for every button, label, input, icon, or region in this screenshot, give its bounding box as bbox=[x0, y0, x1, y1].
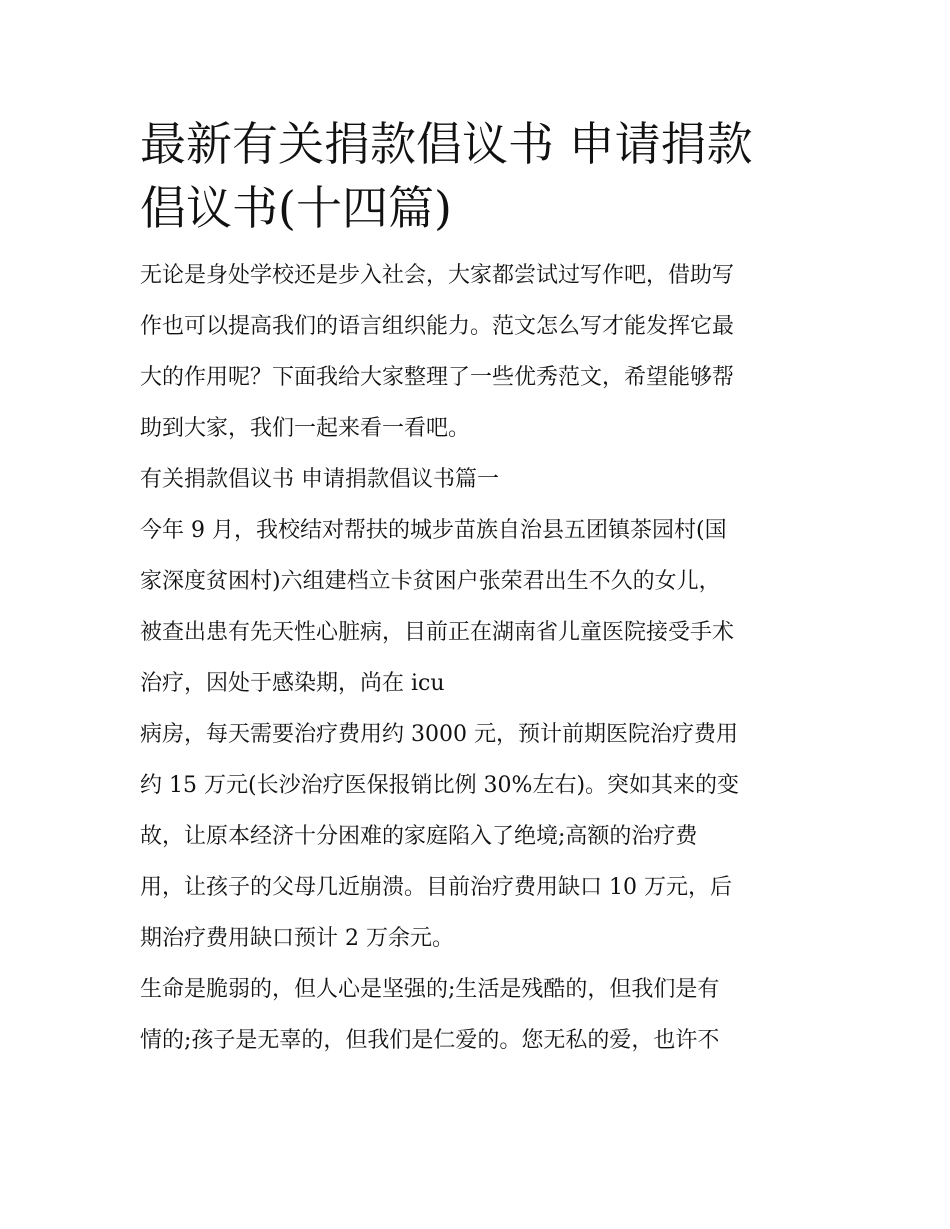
intro-paragraph bbox=[140, 250, 816, 454]
paragraph-2 bbox=[140, 709, 816, 964]
section-heading-text: 有关捐款倡议书 申请捐款倡议书篇一 bbox=[140, 467, 499, 492]
text-line: 病房，每天需要治疗费用约 3000 元，预计前期医院治疗费用 bbox=[140, 722, 738, 747]
text-line: 无论是身处学校还是步入社会，大家都尝试过写作吧，借助写 bbox=[140, 263, 735, 288]
text-line: 治疗，因处于感染期，尚在 icu bbox=[140, 671, 445, 696]
document-page bbox=[140, 112, 816, 1066]
text-line: 生命是脆弱的，但人心是坚强的;生活是残酷的，但我们是有 bbox=[140, 977, 720, 1002]
text-line: 用，让孩子的父母几近崩溃。目前治疗费用缺口 10 万元，后 bbox=[140, 875, 732, 900]
title-line: 最新有关捐款倡议书 申请捐款 bbox=[140, 117, 753, 171]
text-line: 家深度贫困村)六组建档立卡贫困户张荣君出生不久的女儿， bbox=[140, 569, 721, 594]
text-line: 约 15 万元(长沙治疗医保报销比例 30%左右)。突如其来的变 bbox=[140, 773, 740, 798]
paragraph-3 bbox=[140, 964, 816, 1066]
section-heading bbox=[140, 454, 816, 505]
document-title bbox=[140, 112, 816, 240]
text-line: 被查出患有先天性心脏病，目前正在湖南省儿童医院接受手术 bbox=[140, 620, 735, 645]
text-line: 今年 9 月，我校结对帮扶的城步苗族自治县五团镇茶园村(国 bbox=[140, 518, 727, 543]
paragraph-1 bbox=[140, 505, 816, 709]
text-line: 助到大家，我们一起来看一看吧。 bbox=[140, 416, 471, 441]
text-line: 故，让原本经济十分困难的家庭陷入了绝境;高额的治疗费 bbox=[140, 824, 698, 849]
title-line: 倡议书(十四篇) bbox=[140, 181, 452, 235]
text-line: 期治疗费用缺口预计 2 万余元。 bbox=[140, 926, 454, 951]
text-line: 情的;孩子是无辜的，但我们是仁爱的。您无私的爱，也许不 bbox=[140, 1028, 720, 1053]
text-line: 大的作用呢？下面我给大家整理了一些优秀范文，希望能够帮 bbox=[140, 365, 735, 390]
text-line: 作也可以提高我们的语言组织能力。范文怎么写才能发挥它最 bbox=[140, 314, 735, 339]
